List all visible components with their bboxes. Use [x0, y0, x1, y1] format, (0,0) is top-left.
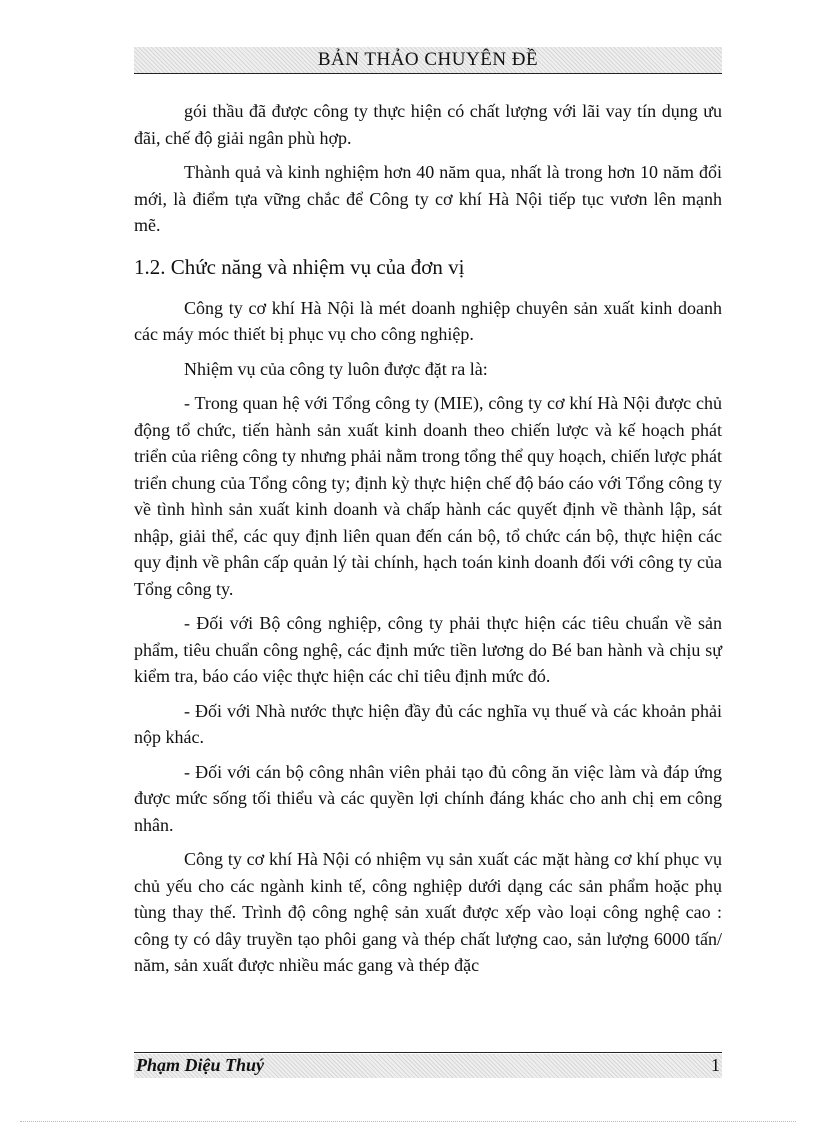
footer-divider — [134, 1052, 722, 1053]
paragraph: gói thầu đã được công ty thực hiện có chất lượng với lãi vay tín dụng ưu đãi, chế độ giải ngân phù hợp. — [134, 101, 722, 148]
page-header-title: BẢN THẢO CHUYÊN ĐỀ — [317, 49, 539, 70]
paragraph: Nhiệm vụ của công ty luôn được đặt ra là: — [184, 358, 488, 379]
page-edge-divider — [20, 1121, 796, 1122]
footer-author: Phạm Diệu Thuý — [136, 1055, 265, 1075]
page-number: 1 — [711, 1055, 720, 1075]
paragraph: Thành quả và kinh nghiệm hơn 40 năm qua, nhất là trong hơn 10 năm đổi mới, là điểm tựa vững chắc để Công ty cơ khí Hà Nội tiếp tục vươn lên mạnh mẽ. — [134, 162, 722, 235]
paragraph: Công ty cơ khí Hà Nội là mét doanh nghiệp chuyên sản xuất kinh doanh các máy móc thiết bị phục vụ cho công nghiệp. — [134, 297, 722, 344]
paragraph: - Đối với Nhà nước thực hiện đầy đủ các nghĩa vụ thuế và các khoản phải nộp khác. — [134, 700, 722, 747]
paragraph: - Trong quan hệ với Tổng công ty (MIE), công ty cơ khí Hà Nội được chủ động tổ chức, tiến hành sản xuất kinh doanh theo chiến lược và kế hoạch phát triển của riêng công ty nhưng phải nằm trong tổng thể quy hoạch, chiến lược phát triển chung của Tổng công ty; định kỳ thực hiện chế độ báo cáo với Tổng công ty về tình hình sản xuất kinh doanh và chấp hành các quyết định về thành lập, sát nhập, giải thể, các quy định liên quan đến cán bộ, tổ chức cán bộ, thực hiện các quy định về phân cấp quản lý tài chính, hạch toán kinh doanh đối với công ty của Tổng công ty. — [134, 393, 722, 599]
paragraph: - Đối với Bộ công nghiệp, công ty phải thực hiện các tiêu chuẩn về sản phẩm, tiêu chuẩn công nghệ, các định mức tiền lương do Bé ban hành và chịu sự kiểm tra, báo cáo việc thực hiện các chỉ tiêu định mức đó. — [134, 613, 722, 686]
paragraph: - Đối với cán bộ công nhân viên phải tạo đủ công ăn việc làm và đáp ứng được mức sống tối thiểu và các quyền lợi chính đáng khác cho anh chị em công nhân. — [134, 761, 722, 835]
document-body — [134, 98, 722, 987]
header-divider — [134, 73, 722, 74]
section-heading: 1.2. Chức năng và nhiệm vụ của đơn vị — [134, 254, 465, 279]
paragraph: Công ty cơ khí Hà Nội có nhiệm vụ sản xuất các mặt hàng cơ khí phục vụ chủ yếu cho các ngành kinh tế, công nghiệp dưới dạng các sản phẩm hoặc phụ tùng thay thế. Trình độ công nghệ sản xuất được xếp vào loại công nghệ cao : công ty có dây truyền tạo phôi gang và thép chất lượng cao, sản lượng 6000 tấn/ năm, sản xuất được nhiều mác gang và thép đặc — [134, 849, 722, 975]
